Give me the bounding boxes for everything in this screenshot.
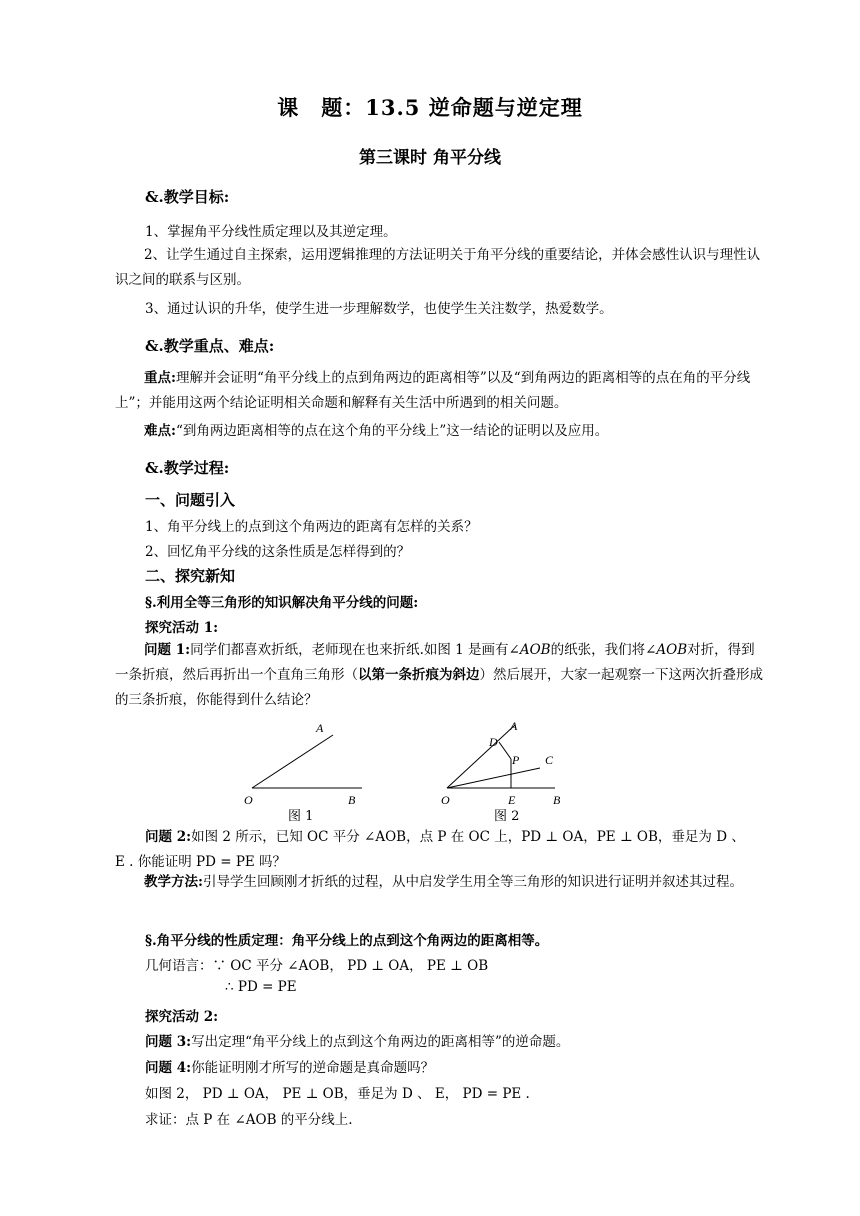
q4-label: 问题 4:: [145, 1060, 192, 1076]
fig1-ray-oa: [252, 735, 333, 788]
question1-paragraph: [115, 638, 765, 713]
fig2-label-o: O: [441, 793, 450, 807]
geometry-conclusion: ∴ PD = PE: [225, 979, 297, 995]
fig2-label-c: C: [545, 753, 554, 767]
figure-1: [230, 718, 380, 818]
part1-item-2: 2、回忆角平分线的这条性质是怎样得到的？: [145, 544, 411, 560]
fig2-ray-oa: [447, 725, 515, 788]
figure-2: [430, 712, 580, 818]
objectives-heading: &.教学目标:: [145, 188, 230, 206]
part2-title: 二、探究新知: [145, 567, 236, 585]
q3-text: 写出定理“角平分线上的点到这个角两边的距离相等”的逆命题。: [191, 1034, 570, 1050]
fig2-label-e: E: [508, 793, 516, 807]
fig2-label-p: P: [512, 753, 520, 767]
question4: [145, 1056, 434, 1076]
part1-title: 一、问题引入: [145, 491, 236, 509]
difficulty-paragraph: [115, 419, 765, 444]
q1-text-b: 的纸张，我们将: [550, 642, 646, 658]
difficulty-label: 难点:: [144, 423, 176, 439]
page-title: 课 题：13.5 逆命题与逆定理: [277, 95, 583, 120]
difficulty-text: “到角两边距离相等的点在这个角的平分线上”这一结论的证明以及应用。: [175, 423, 609, 439]
q1-text-a: 同学们都喜欢折纸，老师现在也来折纸.如图 1 是画有: [190, 642, 509, 658]
activity2-heading: 探究活动 2:: [145, 1009, 219, 1025]
q3-label: 问题 3:: [145, 1034, 192, 1050]
fig1-label-a: A: [316, 721, 324, 735]
key-point-paragraph: [115, 366, 765, 416]
fig1-label-b: B: [348, 793, 356, 807]
given-statement: 如图 2， PD ⊥ OA， PE ⊥ OB，垂足为 D 、 E， PD = PE .: [145, 1086, 530, 1102]
sub1-heading: §.利用全等三角形的知识解决角平分线的问题:: [145, 595, 419, 611]
question2-line-1: [145, 825, 745, 845]
q1-text-d: ）然后展开，大家一起观察一下这两次折叠形成的三条折痕，你能得到什么结论？: [115, 667, 763, 708]
q1-angle-2: ∠AOB: [645, 642, 688, 658]
question3: [145, 1030, 569, 1050]
prove-statement: 求证：点 P 在 ∠AOB 的平分线上.: [145, 1112, 353, 1128]
q1-text-c: 对折，得到一条折痕，然后再折出一个直角三角形（: [115, 642, 755, 683]
process-heading: &.教学过程:: [145, 459, 230, 477]
page-subtitle: 第三课时 角平分线: [359, 148, 501, 168]
fig2-segment-pd: [499, 742, 511, 759]
key-points-heading: &.教学重点、难点:: [145, 337, 275, 355]
figure-2-caption: 图 2: [494, 809, 520, 824]
activity1-heading: 探究活动 1:: [145, 620, 219, 636]
key-text: 理解并会证明“角平分线上的点到角两边的距离相等”以及“到角两边的距离相等的点在角的平分线上”；并能用这两个结论证明相关命题和解释有关生活中所遇到的相关问题。: [115, 370, 751, 411]
objective-item-2: 2、让学生通过自主探索，运用逻辑推理的方法证明关于角平分线的重要结论，并体会感性认识与理性认识之间的联系与区别。: [115, 247, 761, 288]
q1-label: 问题 1:: [144, 642, 191, 658]
q2-line1-text: 如图 2 所示，已知 OC 平分 ∠AOB，点 P 在 OC 上，PD ⊥ OA，PE ⊥ OB，垂足为 D 、: [191, 829, 745, 845]
figure-1-caption: 图 1: [288, 809, 314, 824]
fig2-label-a: A: [510, 719, 518, 733]
q1-angle-1: ∠AOB: [508, 642, 551, 658]
key-label: 重点:: [144, 370, 176, 386]
objective-item-3: 3、通过认识的升华，使学生进一步理解数学，也使学生关注数学，热爱数学。: [145, 301, 613, 317]
q1-bold-note: 以第一条折痕为斜边: [358, 667, 480, 683]
fig2-label-b: B: [553, 793, 561, 807]
method-paragraph: [115, 870, 765, 895]
part1-item-1: 1、角平分线上的点到这个角两边的距离有怎样的关系？: [145, 519, 478, 535]
q4-text: 你能证明刚才所写的逆命题是真命题吗？: [191, 1060, 435, 1076]
method-label: 教学方法:: [144, 874, 203, 890]
geometry-language: 几何语言：∵ OC 平分 ∠AOB， PD ⊥ OA， PE ⊥ OB: [145, 958, 489, 974]
q2-label: 问题 2:: [145, 829, 192, 845]
objective-item-1: 1、掌握角平分线性质定理以及其逆定理。: [145, 224, 397, 240]
method-text: 引导学生回顾刚才折纸的过程，从中启发学生用全等三角形的知识进行证明并叙述其过程。: [202, 874, 743, 890]
fig2-label-d: D: [489, 735, 498, 749]
theorem-statement: §.角平分线的性质定理：角平分线上的点到这个角两边的距离相等。: [145, 933, 549, 949]
fig2-ray-oc: [447, 768, 540, 788]
question2-line-2: E . 你能证明 PD = PE 吗？: [115, 854, 287, 870]
fig1-label-o: O: [244, 793, 253, 807]
